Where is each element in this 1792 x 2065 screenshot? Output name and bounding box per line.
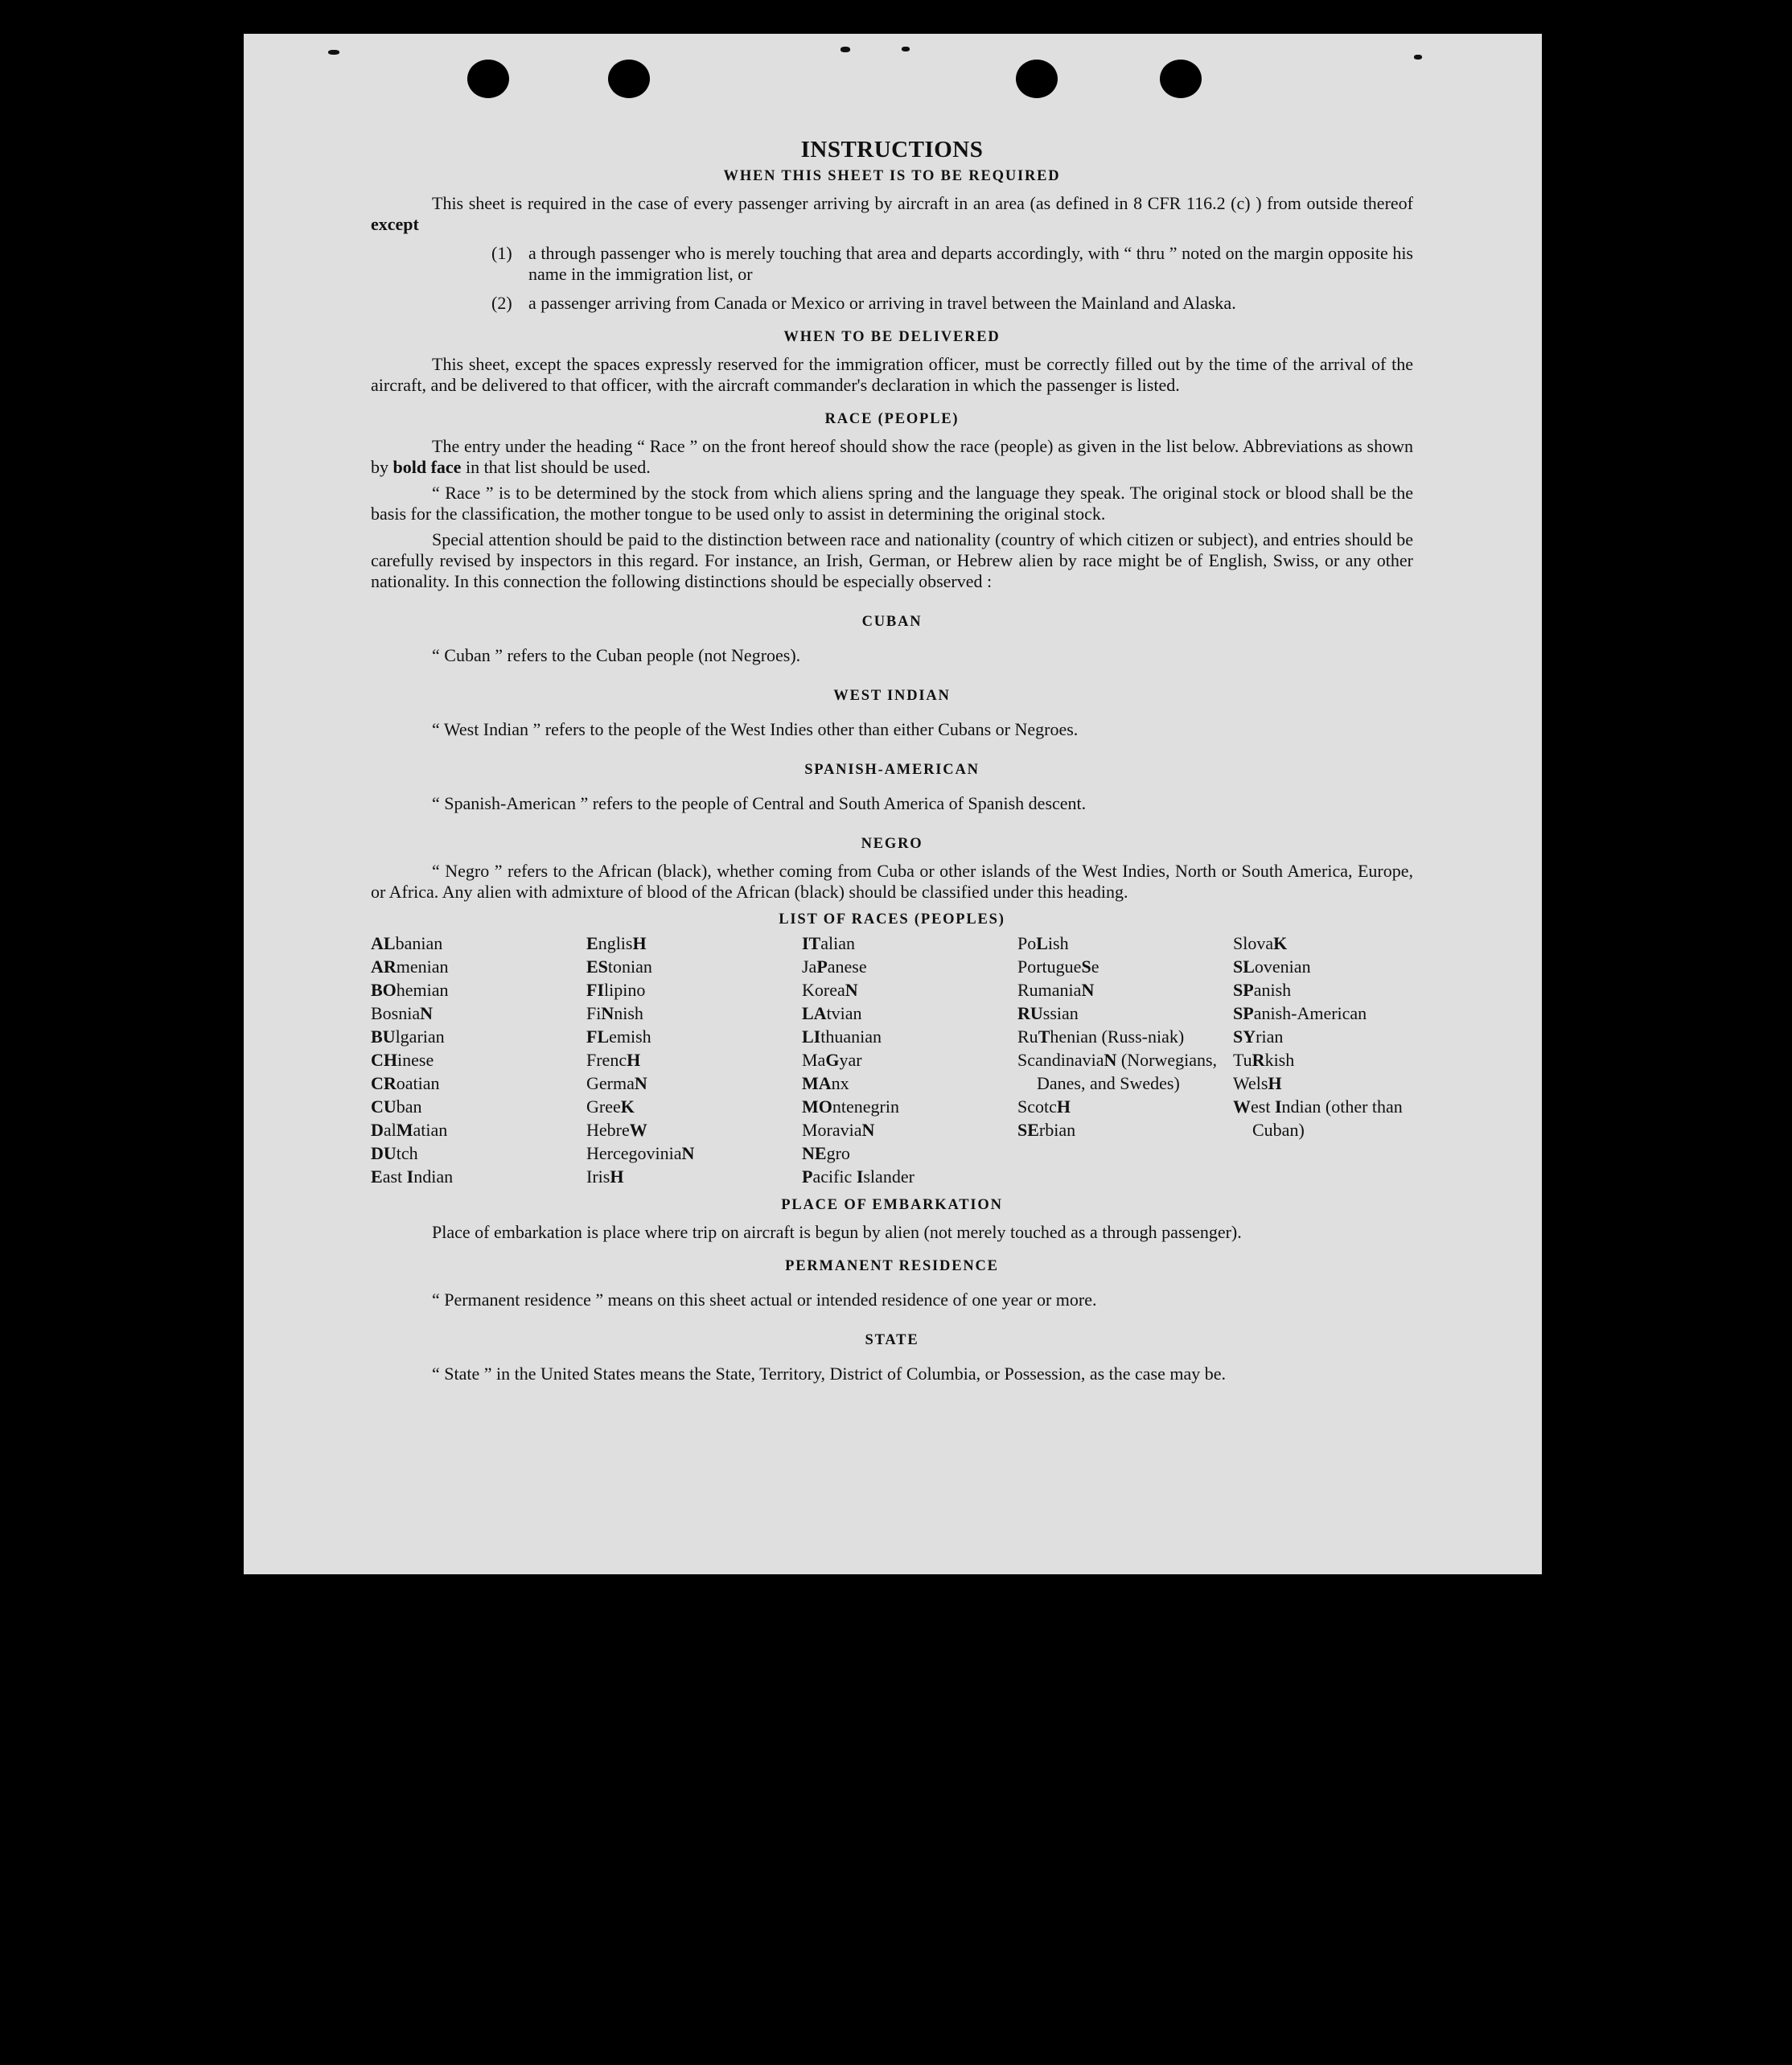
race-entry: FiNnish [586, 1003, 643, 1023]
race-entry: FrencH [586, 1050, 641, 1070]
race-entry: JaPanese [802, 956, 867, 977]
race-entry: ALbanian [371, 933, 443, 953]
race-column [586, 932, 802, 1188]
race-list [371, 932, 1413, 1188]
race-entry: IrisH [586, 1166, 624, 1187]
race-entry: SLovenian [1233, 956, 1311, 977]
punch-hole [1160, 60, 1202, 98]
race-entry: SPanish-American [1233, 1003, 1367, 1023]
section-heading: STATE [865, 1332, 919, 1348]
race-entry: CRoatian [371, 1073, 440, 1093]
instructions-body [371, 137, 1413, 1384]
race-entry: ITalian [802, 933, 856, 953]
race-entry: BUlgarian [371, 1026, 445, 1047]
race-entry: EnglisH [586, 933, 647, 953]
race-entry: West Indian (other than Cuban) [1233, 1096, 1403, 1140]
paragraph: “ Permanent residence ” means on this sheet actual or intended residence of one year or more. [432, 1290, 1097, 1310]
race-entry: DUtch [371, 1143, 418, 1163]
race-entry: CUban [371, 1096, 422, 1117]
section-heading: WHEN TO BE DELIVERED [783, 329, 1001, 345]
race-entry: TuRkish [1233, 1050, 1295, 1070]
race-column [1017, 932, 1233, 1188]
race-entry: PortugueSe [1017, 956, 1099, 977]
paragraph: Special attention should be paid to the distinction between race and nationality (country of which citizen or subject), and entries should be carefully revised by inspectors in this regard. For instance, an Irish, German, or Hebrew alien by race might be of English, Swiss, or any other nationality. In this connection the following distinctions should be especially observed : [371, 529, 1413, 591]
race-entry: East Indian [371, 1166, 454, 1187]
list-item: (1) a through passenger who is merely touching that area and departs accordingly, with “ thru ” noted on the margin opposite his name in the immigration list, or [491, 243, 1413, 284]
scan-speck [902, 47, 910, 51]
race-entry: FIlipino [586, 980, 646, 1000]
race-entry: Pacific Islander [802, 1166, 914, 1187]
paragraph: “ State ” in the United States means the State, Territory, District of Columbia, or Possession, as the case may be. [432, 1364, 1227, 1384]
punch-hole [467, 60, 509, 98]
race-entry: MaGyar [802, 1050, 862, 1070]
race-entry: PoLish [1017, 933, 1069, 953]
race-entry: BOhemian [371, 980, 449, 1000]
race-entry: RUssian [1017, 1003, 1079, 1023]
race-entry: MoraviaN [802, 1120, 875, 1140]
race-column [1233, 932, 1413, 1188]
race-entry: FLemish [586, 1026, 651, 1047]
list-item: (2) a passenger arriving from Canada or Mexico or arriving in travel between the Mainland and Alaska. [491, 293, 1236, 313]
scan-speck [841, 47, 850, 52]
punch-hole [608, 60, 650, 98]
page-title: INSTRUCTIONS [800, 137, 984, 162]
race-entry: MOntenegrin [802, 1096, 899, 1117]
paragraph: “ Race ” is to be determined by the stock from which aliens spring and the language they speak. The original stock or blood shall be the basis for the classification, the mother tongue to be used only to assist in determining the original stock. [371, 483, 1413, 524]
section-heading: WEST INDIAN [833, 688, 951, 704]
paragraph: Place of embarkation is place where trip on aircraft is begun by alien (not merely touched as a through passenger). [432, 1222, 1242, 1242]
section-heading: NEGRO [861, 836, 923, 852]
race-entry: NEgro [802, 1143, 850, 1163]
scan-speck [1414, 55, 1422, 60]
section-heading: PLACE OF EMBARKATION [781, 1197, 1003, 1213]
race-entry: LAtvian [802, 1003, 862, 1023]
race-entry: KoreaN [802, 980, 858, 1000]
document-page [244, 34, 1542, 1574]
section-heading: RACE (PEOPLE) [824, 411, 960, 427]
section-heading: CUBAN [861, 614, 923, 630]
race-entry: BosniaN [371, 1003, 434, 1023]
paragraph: The entry under the heading “ Race ” on the front hereof should show the race (people) as given in the list below. Abbreviations as shown by bold face in that list should be used. [371, 436, 1413, 477]
race-entry: ARmenian [371, 956, 449, 977]
scan-speck [328, 50, 339, 55]
race-entry: LIthuanian [802, 1026, 882, 1047]
paragraph: This sheet is required in the case of every passenger arriving by aircraft in an area (as defined in 8 CFR 116.2 (c) ) from outside thereof except [371, 193, 1413, 234]
race-entry: EStonian [586, 956, 652, 977]
race-entry: MAnx [802, 1073, 849, 1093]
race-column [371, 932, 586, 1188]
race-entry: ScotcH [1017, 1096, 1071, 1117]
race-entry: DalMatian [371, 1120, 448, 1140]
race-entry: HercegoviniaN [586, 1143, 695, 1163]
race-column [802, 932, 1017, 1188]
race-entry: HebreW [586, 1120, 647, 1140]
paragraph: “ Spanish-American ” refers to the people of Central and South America of Spanish descent. [432, 793, 1087, 813]
punch-hole [1016, 60, 1058, 98]
paragraph: “ West Indian ” refers to the people of the West Indies other than either Cubans or Negroes. [432, 719, 1079, 739]
section-heading: WHEN THIS SHEET IS TO BE REQUIRED [723, 168, 1061, 184]
race-entry: GreeK [586, 1096, 635, 1117]
section-heading: PERMANENT RESIDENCE [785, 1258, 999, 1274]
paragraph: This sheet, except the spaces expressly reserved for the immigration officer, must be correctly filled out by the time of the arrival of the aircraft, and be delivered to that officer, with the aircraft commander's declaration in which the passenger is listed. [371, 354, 1413, 395]
paragraph: “ Cuban ” refers to the Cuban people (not Negroes). [432, 645, 801, 665]
race-entry: WelsH [1233, 1073, 1282, 1093]
race-entry: CHinese [371, 1050, 434, 1070]
race-entry: SErbian [1017, 1120, 1076, 1140]
section-heading: LIST OF RACES (PEOPLES) [779, 911, 1005, 928]
section-heading: SPANISH-AMERICAN [804, 762, 980, 778]
race-entry: GermaN [586, 1073, 647, 1093]
race-entry: RuThenian (Russ-niak) [1017, 1026, 1185, 1047]
paragraph: “ Negro ” refers to the African (black), whether coming from Cuba or other islands of the West Indies, North or South America, Europe, or Africa. Any alien with admixture of blood of the African (black) should be classified under this heading. [371, 861, 1413, 902]
race-entry: SPanish [1233, 980, 1292, 1000]
race-entry: SlovaK [1233, 933, 1288, 953]
race-entry: SYrian [1233, 1026, 1284, 1047]
race-entry: RumaniaN [1017, 980, 1095, 1000]
race-entry: ScandinaviaN (Norwegians, Danes, and Swedes) [1017, 1050, 1218, 1093]
